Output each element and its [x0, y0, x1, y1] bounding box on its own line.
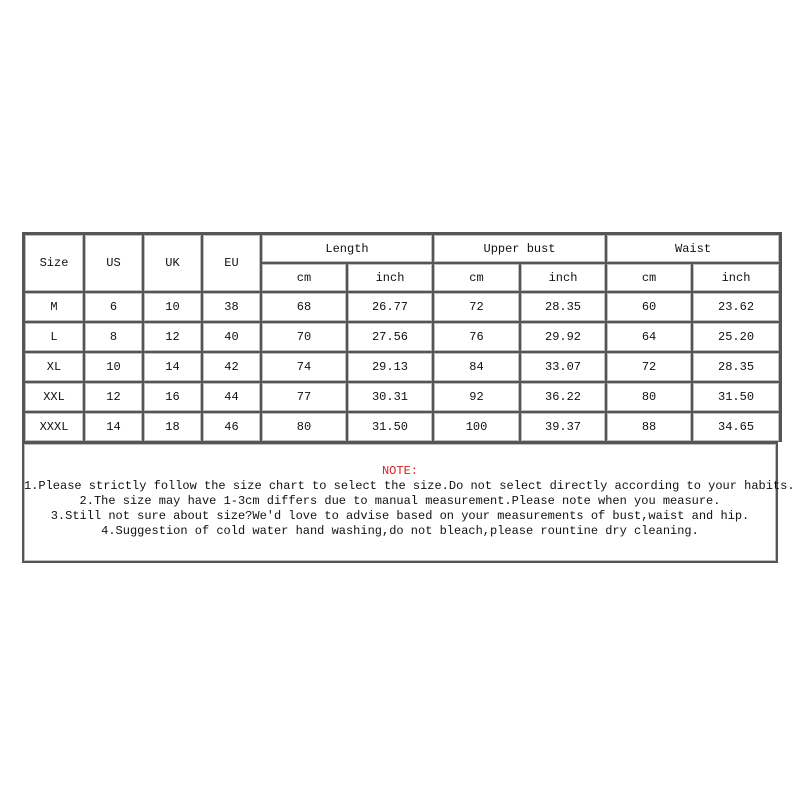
header-waist: Waist — [606, 234, 780, 263]
header-bust-inch: inch — [520, 263, 606, 292]
header-length-inch: inch — [347, 263, 433, 292]
header-waist-cm: cm — [606, 263, 692, 292]
cell-bust-inch: 39.37 — [520, 412, 606, 442]
cell-waist-inch: 34.65 — [692, 412, 780, 442]
cell-bust-cm: 84 — [433, 352, 520, 382]
cell-uk: 16 — [143, 382, 202, 412]
header-upper-bust: Upper bust — [433, 234, 606, 263]
note-line-3: 3.Still not sure about size?We'd love to advise based on your measurements of bust,waist and hip. — [50, 509, 750, 523]
header-waist-inch: inch — [692, 263, 780, 292]
cell-size: XL — [24, 352, 84, 382]
header-length: Length — [261, 234, 433, 263]
cell-length-inch: 30.31 — [347, 382, 433, 412]
header-length-cm: cm — [261, 263, 347, 292]
note-line-2: 2.The size may have 1-3cm differs due to manual measurement.Please note when you measure. — [79, 494, 721, 508]
cell-length-inch: 31.50 — [347, 412, 433, 442]
table-row — [24, 292, 780, 322]
cell-uk: 10 — [143, 292, 202, 322]
cell-us: 6 — [84, 292, 143, 322]
cell-length-inch: 29.13 — [347, 352, 433, 382]
cell-waist-cm: 88 — [606, 412, 692, 442]
cell-bust-inch: 36.22 — [520, 382, 606, 412]
note-title: NOTE: — [381, 464, 418, 478]
header-eu: EU — [202, 234, 261, 292]
note-line-4: 4.Suggestion of cold water hand washing,do not bleach,please rountine dry cleaning. — [101, 524, 699, 538]
table-row — [24, 382, 780, 412]
cell-eu: 44 — [202, 382, 261, 412]
cell-eu: 42 — [202, 352, 261, 382]
cell-bust-cm: 76 — [433, 322, 520, 352]
cell-waist-cm: 60 — [606, 292, 692, 322]
cell-length-inch: 27.56 — [347, 322, 433, 352]
cell-us: 14 — [84, 412, 143, 442]
size-chart-sheet — [22, 232, 795, 563]
cell-uk: 14 — [143, 352, 202, 382]
header-uk: UK — [143, 234, 202, 292]
cell-bust-cm: 92 — [433, 382, 520, 412]
cell-waist-inch: 31.50 — [692, 382, 780, 412]
cell-waist-inch: 25.20 — [692, 322, 780, 352]
cell-size: XXXL — [24, 412, 84, 442]
cell-eu: 46 — [202, 412, 261, 442]
cell-waist-cm: 80 — [606, 382, 692, 412]
cell-bust-inch: 33.07 — [520, 352, 606, 382]
cell-length-cm: 70 — [261, 322, 347, 352]
cell-us: 8 — [84, 322, 143, 352]
note-line-1: 1.Please strictly follow the size chart to select the size.Do not select directly according to your habits. — [24, 479, 795, 493]
cell-uk: 18 — [143, 412, 202, 442]
cell-us: 12 — [84, 382, 143, 412]
cell-bust-cm: 100 — [433, 412, 520, 442]
header-us: US — [84, 234, 143, 292]
cell-size: L — [24, 322, 84, 352]
header-row-group — [24, 234, 780, 263]
cell-length-inch: 26.77 — [347, 292, 433, 322]
cell-waist-cm: 64 — [606, 322, 692, 352]
header-bust-cm: cm — [433, 263, 520, 292]
cell-length-cm: 74 — [261, 352, 347, 382]
cell-bust-inch: 28.35 — [520, 292, 606, 322]
table-row — [24, 352, 780, 382]
cell-size: XXL — [24, 382, 84, 412]
cell-size: M — [24, 292, 84, 322]
table-row — [24, 412, 780, 442]
cell-uk: 12 — [143, 322, 202, 352]
size-chart-table — [22, 232, 782, 442]
cell-waist-cm: 72 — [606, 352, 692, 382]
cell-eu: 40 — [202, 322, 261, 352]
cell-waist-inch: 23.62 — [692, 292, 780, 322]
table-row — [24, 322, 780, 352]
cell-eu: 38 — [202, 292, 261, 322]
cell-length-cm: 77 — [261, 382, 347, 412]
cell-bust-cm: 72 — [433, 292, 520, 322]
cell-bust-inch: 29.92 — [520, 322, 606, 352]
notes-box — [22, 442, 795, 563]
cell-us: 10 — [84, 352, 143, 382]
cell-waist-inch: 28.35 — [692, 352, 780, 382]
cell-length-cm: 68 — [261, 292, 347, 322]
header-size: Size — [24, 234, 84, 292]
cell-length-cm: 80 — [261, 412, 347, 442]
